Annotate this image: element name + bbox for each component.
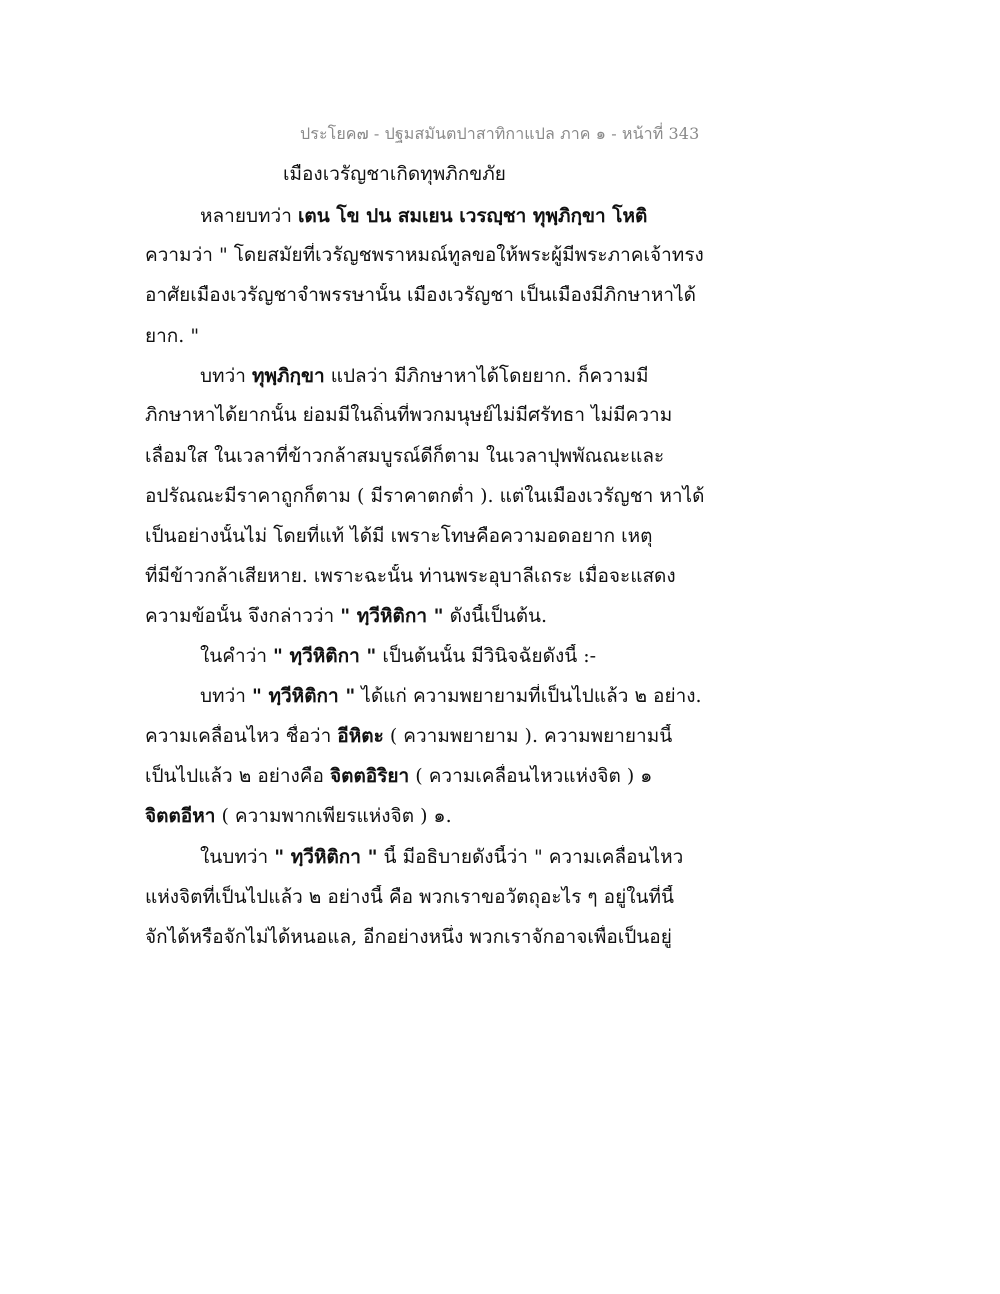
text-run: ที่มีข้าวกล้าเสียหาย. เพราะฉะนั้น ท่านพระอุบาลีเถระ เมื่อจะแสดง — [145, 565, 676, 587]
text-line — [145, 724, 715, 748]
bold-term: จิตตอีหา — [145, 805, 216, 827]
text-run: ในบทว่า — [200, 846, 275, 868]
text-line — [145, 604, 715, 628]
bold-term: " ทฺวีหิติกา " — [251, 685, 356, 707]
page-header: ประโยค๗ - ปฐมสมันตปาสาทิกาแปล ภาค ๑ - หน้าที่ 343 — [300, 124, 700, 143]
bold-term: จิตตอิริยา — [329, 765, 410, 787]
text-run: จักได้หรือจักไม่ได้หนอแล, อีกอย่างหนึ่ง พวกเราจักอาจเพื่อเป็นอยู่ — [145, 926, 672, 948]
text-run: แห่งจิตที่เป็นไปแล้ว ๒ อย่างนี้ คือ พวกเราขอวัตถุอะไร ๆ อยู่ในที่นี้ — [145, 886, 675, 908]
bold-term: อีหิตะ — [337, 725, 384, 747]
text-run: ดังนี้เป็นต้น. — [443, 605, 548, 627]
text-run: อาศัยเมืองเวรัญชาจำพรรษานั้น เมืองเวรัญชา เป็นเมืองมีภิกษาหาได้ — [145, 284, 696, 306]
section-subheading: เมืองเวรัญชาเกิดทุพภิกขภัย — [283, 163, 506, 185]
text-line — [200, 364, 770, 388]
text-run: ความข้อนั้น จึงกล่าวว่า — [145, 605, 341, 627]
text-run: อปรัณณะมีราคาถูกก็ตาม ( มีราคาตกต่ำ ). แต่ในเมืองเวรัญชา หาได้ — [145, 485, 705, 507]
text-line — [145, 804, 715, 828]
text-run: บทว่า — [200, 365, 252, 387]
bold-term: " ทฺวีหิติกา " — [340, 605, 444, 627]
text-run: ภิกษาหาได้ยากนั้น ย่อมมีในถิ่นที่พวกมนุษย์ไม่มีศรัทธา ไม่มีความ — [145, 404, 673, 426]
text-line — [145, 925, 715, 949]
text-line — [200, 204, 770, 228]
text-run: ยาก. " — [145, 325, 200, 347]
text-run: ได้แก่ ความพยายามที่เป็นไปแล้ว ๒ อย่าง. — [355, 685, 702, 707]
text-line — [145, 403, 715, 427]
text-run: หลายบทว่า — [200, 205, 298, 227]
text-line — [200, 845, 770, 869]
text-run: ความเคลื่อนไหว ชื่อว่า — [145, 725, 338, 747]
text-run: ( ความเคลื่อนไหวแห่งจิต ) ๑ — [409, 765, 653, 787]
text-line — [145, 484, 715, 508]
text-run: เป็นไปแล้ว ๒ อย่างคือ — [145, 765, 330, 787]
text-run: เป็นต้นนั้น มีวินิจฉัยดังนี้ :- — [376, 645, 597, 667]
text-line — [145, 764, 715, 788]
text-run: แปลว่า มีภิกษาหาได้โดยยาก. ก็ความมี — [324, 365, 649, 387]
text-run: นี้ มีอธิบายดังนี้ว่า " ความเคลื่อนไหว — [377, 846, 684, 868]
text-line — [145, 564, 715, 588]
text-line — [145, 524, 715, 548]
text-run: เป็นอย่างนั้นไม่ โดยที่แท้ ได้มี เพราะโทษคือความอดอยาก เหตุ — [145, 525, 653, 547]
text-run: ในคำว่า — [200, 645, 274, 667]
text-run: ( ความพยายาม ). ความพยายามนี้ — [383, 725, 673, 747]
text-line — [145, 885, 715, 909]
text-line — [145, 283, 715, 307]
text-run: ( ความพากเพียรแห่งจิต ) ๑. — [215, 805, 452, 827]
text-line — [145, 444, 715, 468]
text-line — [200, 684, 770, 708]
text-line — [145, 324, 715, 348]
bold-term: เตน โข ปน สมเยน เวรญฺชา ทุพฺภิกฺขา โหติ — [297, 205, 648, 227]
text-run: บทว่า — [200, 685, 252, 707]
bold-term: ทุพฺภิกฺขา — [251, 365, 325, 387]
bold-term: " ทฺวีหิติกา " — [273, 645, 377, 667]
text-line — [200, 644, 770, 668]
bold-term: " ทฺวีหิติกา " — [274, 846, 378, 868]
text-run: เลื่อมใส ในเวลาที่ข้าวกล้าสมบูรณ์ดีก็ตาม ในเวลาปุพพัณณะและ — [145, 445, 665, 467]
text-line — [145, 243, 715, 267]
text-run: ความว่า " โดยสมัยที่เวรัญชพราหมณ์ทูลขอให้พระผู้มีพระภาคเจ้าทรง — [145, 244, 704, 266]
